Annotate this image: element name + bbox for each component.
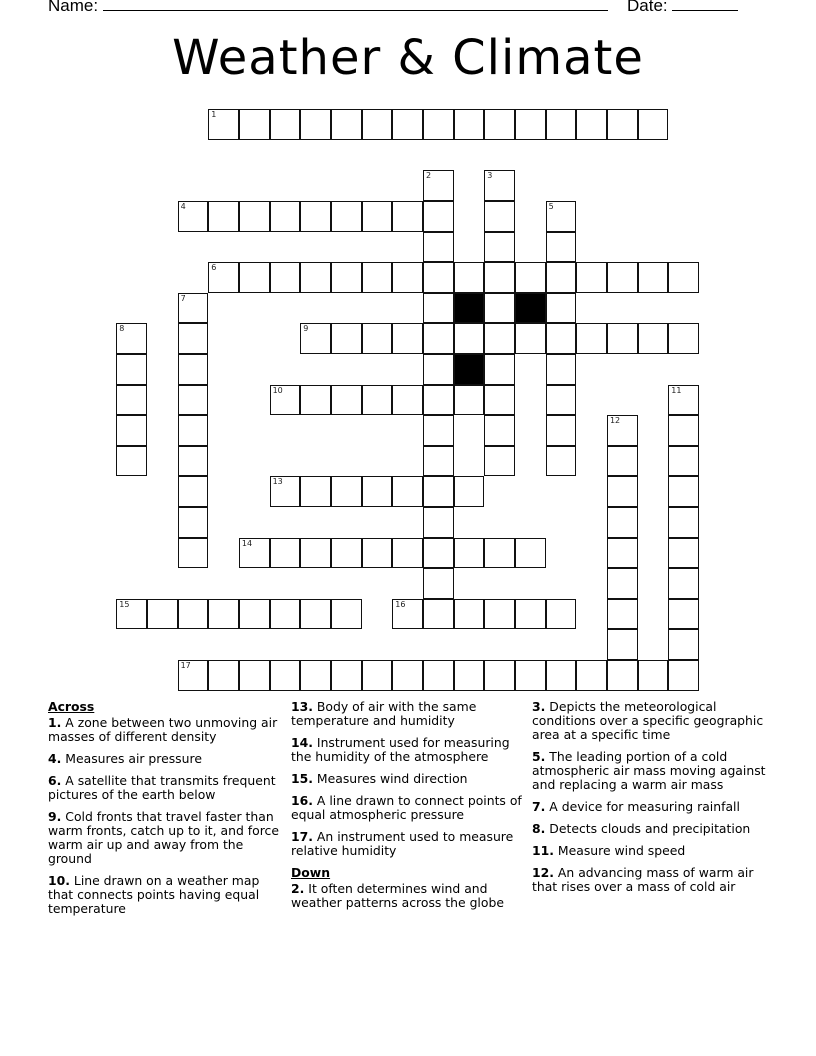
grid-cell[interactable] [331,599,362,630]
grid-cell[interactable] [454,476,485,507]
clue-text: Cold fronts that travel faster than warm fronts, catch up to it, and force warm air up and away from the ground [48,809,279,866]
grid-cell[interactable] [270,476,301,507]
grid-cell[interactable] [607,660,638,691]
name-label: Name: [48,0,99,15]
clues-column-3 [532,700,768,902]
clues-column-2 [291,700,525,918]
grid-cell[interactable] [484,599,515,630]
clue-across-17: 17. An instrument used to measure relative humidity [291,829,514,858]
grid-cell[interactable] [208,109,239,140]
grid-cell[interactable] [270,262,301,293]
clue-number-label: 6 [211,263,217,273]
grid-cell[interactable] [270,201,301,232]
grid-cell[interactable] [392,262,423,293]
grid-cell[interactable] [423,262,454,293]
grid-cell[interactable] [607,538,638,569]
grid-cell[interactable] [668,262,699,293]
grid-cell[interactable] [607,568,638,599]
clue-number-label: 5 [548,202,554,212]
grid-cell[interactable] [300,109,331,140]
grid-cell[interactable] [668,568,699,599]
clue-text: An instrument used to measure relative humidity [291,829,514,858]
grid-cell[interactable] [270,109,301,140]
grid-cell[interactable] [484,660,515,691]
clue-number-label: 9 [303,324,309,334]
clue-text: Measures air pressure [65,751,202,766]
grid-cell[interactable] [423,415,454,446]
clue-number: 11 [532,843,550,858]
grid-cell[interactable] [208,599,239,630]
grid-cell[interactable] [300,201,331,232]
grid-cell[interactable] [515,538,546,569]
grid-cell[interactable] [484,354,515,385]
black-cell [454,293,485,324]
clue-text: A device for measuring rainfall [549,799,740,814]
grid-cell[interactable] [668,538,699,569]
grid-cell[interactable] [300,538,331,569]
grid-cell[interactable] [116,385,147,416]
grid-cell[interactable] [392,660,423,691]
clue-number: 8 [532,821,541,836]
clue-number: 13 [291,699,309,714]
clue-number: 14 [291,735,309,750]
grid-cell[interactable] [116,354,147,385]
page-title: Weather & Climate [172,30,644,86]
clue-text: Instrument used for measuring the humidity of the atmosphere [291,735,510,764]
grid-cell[interactable] [668,599,699,630]
grid-cell[interactable] [668,476,699,507]
clue-down-7: 7. A device for measuring rainfall [532,799,740,814]
clue-text: Measures wind direction [316,771,468,786]
clue-number-label: 13 [272,477,283,487]
grid-cell[interactable] [147,599,178,630]
clue-across-10: 10. Line drawn on a weather map that connects points having equal temperature [48,873,260,916]
grid-cell[interactable] [300,262,331,293]
black-cell [515,293,546,324]
grid-cell[interactable] [300,599,331,630]
grid-cell[interactable] [178,354,209,385]
clue-number: 16 [291,793,309,808]
grid-cell[interactable] [423,538,454,569]
clue-text: A line drawn to connect points of equal atmospheric pressure [291,793,522,822]
clue-number: 4 [48,751,57,766]
grid-cell[interactable] [546,385,577,416]
grid-cell[interactable] [392,201,423,232]
grid-cell[interactable] [392,323,423,354]
grid-cell[interactable] [239,538,270,569]
grid-cell[interactable] [607,446,638,477]
grid-cell[interactable] [116,323,147,354]
grid-cell[interactable] [607,599,638,630]
grid-cell[interactable] [546,660,577,691]
clue-number: 10 [48,873,66,888]
grid-cell[interactable] [300,385,331,416]
grid-cell[interactable] [454,262,485,293]
grid-cell[interactable] [362,538,393,569]
grid-cell[interactable] [423,293,454,324]
clue-text: An advancing mass of warm air that rises over a mass of cold air [532,865,754,894]
clue-number-label: 8 [119,324,125,334]
grid-cell[interactable] [362,660,393,691]
clue-number-label: 11 [671,385,682,395]
clue-across-13: 13. Body of air with the same temperature and humidity [291,699,477,728]
grid-cell[interactable] [484,232,515,263]
grid-cell[interactable] [239,201,270,232]
grid-cell[interactable] [668,629,699,660]
clue-down-11: 11. Measure wind speed [532,843,686,858]
grid-cell[interactable] [484,293,515,324]
clue-number: 12 [532,865,550,880]
grid-cell[interactable] [362,109,393,140]
grid-cell[interactable] [607,415,638,446]
grid-cell[interactable] [607,507,638,538]
clue-across-15: 15. Measures wind direction [291,771,468,786]
grid-cell[interactable] [331,660,362,691]
grid-cell[interactable] [178,385,209,416]
clue-across-4: 4. Measures air pressure [48,751,202,766]
grid-cell[interactable] [362,323,393,354]
grid-cell[interactable] [270,660,301,691]
grid-cell[interactable] [239,109,270,140]
grid-cell[interactable] [423,385,454,416]
clue-number-label: 1 [211,110,217,120]
grid-cell[interactable] [484,385,515,416]
grid-cell[interactable] [546,415,577,446]
grid-cell[interactable] [331,385,362,416]
grid-cell[interactable] [300,323,331,354]
grid-cell[interactable] [331,201,362,232]
grid-cell[interactable] [607,323,638,354]
clue-text: Depicts the meteorological conditions over a specific geographic area at a specific time [532,699,764,742]
grid-cell[interactable] [208,262,239,293]
grid-cell[interactable] [668,446,699,477]
grid-cell[interactable] [454,323,485,354]
grid-cell[interactable] [208,201,239,232]
grid-cell[interactable] [331,538,362,569]
clue-number-label: 3 [487,171,493,181]
grid-cell[interactable] [484,109,515,140]
clue-text: Body of air with the same temperature and humidity [291,699,477,728]
grid-cell[interactable] [668,323,699,354]
grid-cell[interactable] [116,415,147,446]
grid-cell[interactable] [576,323,607,354]
grid-cell[interactable] [423,170,454,201]
clue-number: 17 [291,829,309,844]
grid-cell[interactable] [638,660,669,691]
grid-cell[interactable] [484,170,515,201]
black-cell [454,354,485,385]
clue-number-label: 16 [395,599,406,609]
grid-cell[interactable] [546,232,577,263]
grid-cell[interactable] [607,262,638,293]
grid-cell[interactable] [546,446,577,477]
clue-number: 7 [532,799,541,814]
grid-cell[interactable] [178,599,209,630]
across-heading: Across [48,699,95,714]
grid-cell[interactable] [116,599,147,630]
grid-cell[interactable] [178,201,209,232]
grid-cell[interactable] [331,109,362,140]
grid-cell[interactable] [208,660,239,691]
clue-number: 15 [291,771,309,786]
grid-cell[interactable] [576,109,607,140]
clue-number: 3 [532,699,541,714]
grid-cell[interactable] [638,262,669,293]
grid-cell[interactable] [331,323,362,354]
grid-cell[interactable] [270,599,301,630]
grid-cell[interactable] [178,446,209,477]
grid-cell[interactable] [454,109,485,140]
grid-cell[interactable] [576,660,607,691]
grid-cell[interactable] [423,568,454,599]
grid-cell[interactable] [546,293,577,324]
grid-cell[interactable] [546,109,577,140]
grid-cell[interactable] [423,660,454,691]
grid-cell[interactable] [239,599,270,630]
clue-number: 2 [291,881,300,896]
grid-cell[interactable] [638,323,669,354]
grid-cell[interactable] [239,660,270,691]
grid-cell[interactable] [423,476,454,507]
grid-cell[interactable] [668,507,699,538]
clue-down-12: 12. An advancing mass of warm air that rises over a mass of cold air [532,865,754,894]
clue-down-3: 3. Depicts the meteorological conditions over a specific geographic area at a specific time [532,699,764,742]
grid-cell[interactable] [392,476,423,507]
clue-text: A zone between two unmoving air masses of different density [48,715,278,744]
clue-down-8: 8. Detects clouds and precipitation [532,821,751,836]
grid-cell[interactable] [331,262,362,293]
grid-cell[interactable] [239,262,270,293]
clue-number-label: 15 [119,599,130,609]
grid-cell[interactable] [270,385,301,416]
clue-number: 9 [48,809,57,824]
clue-across-9: 9. Cold fronts that travel faster than warm fronts, catch up to it, and force warm air up and away from the ground [48,809,279,866]
grid-cell[interactable] [484,262,515,293]
clue-across-6: 6. A satellite that transmits frequent pictures of the earth below [48,773,276,802]
grid-cell[interactable] [300,660,331,691]
grid-cell[interactable] [423,599,454,630]
grid-cell[interactable] [546,354,577,385]
grid-cell[interactable] [546,599,577,630]
grid-cell[interactable] [668,415,699,446]
clue-text: Line drawn on a weather map that connects points having equal temperature [48,873,260,916]
grid-cell[interactable] [270,538,301,569]
grid-cell[interactable] [392,385,423,416]
grid-cell[interactable] [515,109,546,140]
grid-cell[interactable] [484,446,515,477]
grid-cell[interactable] [515,599,546,630]
grid-cell[interactable] [515,660,546,691]
grid-cell[interactable] [607,629,638,660]
grid-cell[interactable] [178,660,209,691]
grid-cell[interactable] [668,660,699,691]
grid-cell[interactable] [392,109,423,140]
clue-number-label: 4 [180,202,186,212]
grid-cell[interactable] [423,201,454,232]
grid-cell[interactable] [362,201,393,232]
clue-number-label: 7 [180,293,186,303]
grid-cell[interactable] [423,232,454,263]
grid-cell[interactable] [178,507,209,538]
grid-cell[interactable] [454,385,485,416]
grid-cell[interactable] [546,262,577,293]
grid-cell[interactable] [484,201,515,232]
grid-cell[interactable] [178,323,209,354]
clue-number: 1 [48,715,57,730]
clues-column-1 [48,700,280,924]
grid-cell[interactable] [178,415,209,446]
grid-cell[interactable] [423,323,454,354]
grid-cell[interactable] [423,354,454,385]
grid-cell[interactable] [638,109,669,140]
clue-number: 6 [48,773,57,788]
grid-cell[interactable] [607,476,638,507]
date-label: Date: [627,0,668,15]
grid-cell[interactable] [454,538,485,569]
grid-cell[interactable] [423,446,454,477]
clue-across-14: 14. Instrument used for measuring the humidity of the atmosphere [291,735,510,764]
grid-cell[interactable] [116,446,147,477]
down-heading: Down [291,865,331,880]
grid-cell[interactable] [331,476,362,507]
clue-text: Detects clouds and precipitation [549,821,751,836]
grid-cell[interactable] [546,323,577,354]
grid-cell[interactable] [178,476,209,507]
clue-down-5: 5. The leading portion of a cold atmospheric air mass moving against and replacing a warm air mass [532,749,766,792]
grid-cell[interactable] [362,476,393,507]
clue-number: 5 [532,749,541,764]
grid-cell[interactable] [484,323,515,354]
clue-text: Measure wind speed [557,843,686,858]
clue-number-label: 14 [241,538,253,548]
clue-number-label: 10 [272,385,283,395]
clue-across-16: 16. A line drawn to connect points of equal atmospheric pressure [291,793,522,822]
grid-cell[interactable] [668,385,699,416]
grid-cell[interactable] [546,201,577,232]
grid-cell[interactable] [515,262,546,293]
grid-cell[interactable] [484,538,515,569]
grid-cell[interactable] [392,538,423,569]
grid-cell[interactable] [607,109,638,140]
clue-text: A satellite that transmits frequent pictures of the earth below [48,773,276,802]
grid-cell[interactable] [423,109,454,140]
clue-number-label: 12 [609,416,621,426]
grid-cell[interactable] [515,323,546,354]
grid-cell[interactable] [423,507,454,538]
clue-number-label: 2 [425,171,432,181]
grid-cell[interactable] [178,293,209,324]
grid-cell[interactable] [362,262,393,293]
grid-cell[interactable] [454,599,485,630]
grid-cell[interactable] [178,538,209,569]
clue-across-1: 1. A zone between two unmoving air masses of different density [48,715,278,744]
grid-cell[interactable] [484,415,515,446]
clue-down-2: 2. It often determines wind and weather patterns across the globe [291,881,504,910]
grid-cell[interactable] [454,660,485,691]
clue-text: The leading portion of a cold atmospheric air mass moving against and replacing a warm air mass [532,749,766,792]
clue-number-label: 17 [180,661,191,671]
clue-text: It often determines wind and weather patterns across the globe [291,881,504,910]
grid-cell[interactable] [392,599,423,630]
grid-cell[interactable] [362,385,393,416]
grid-cell[interactable] [300,476,331,507]
grid-cell[interactable] [576,262,607,293]
